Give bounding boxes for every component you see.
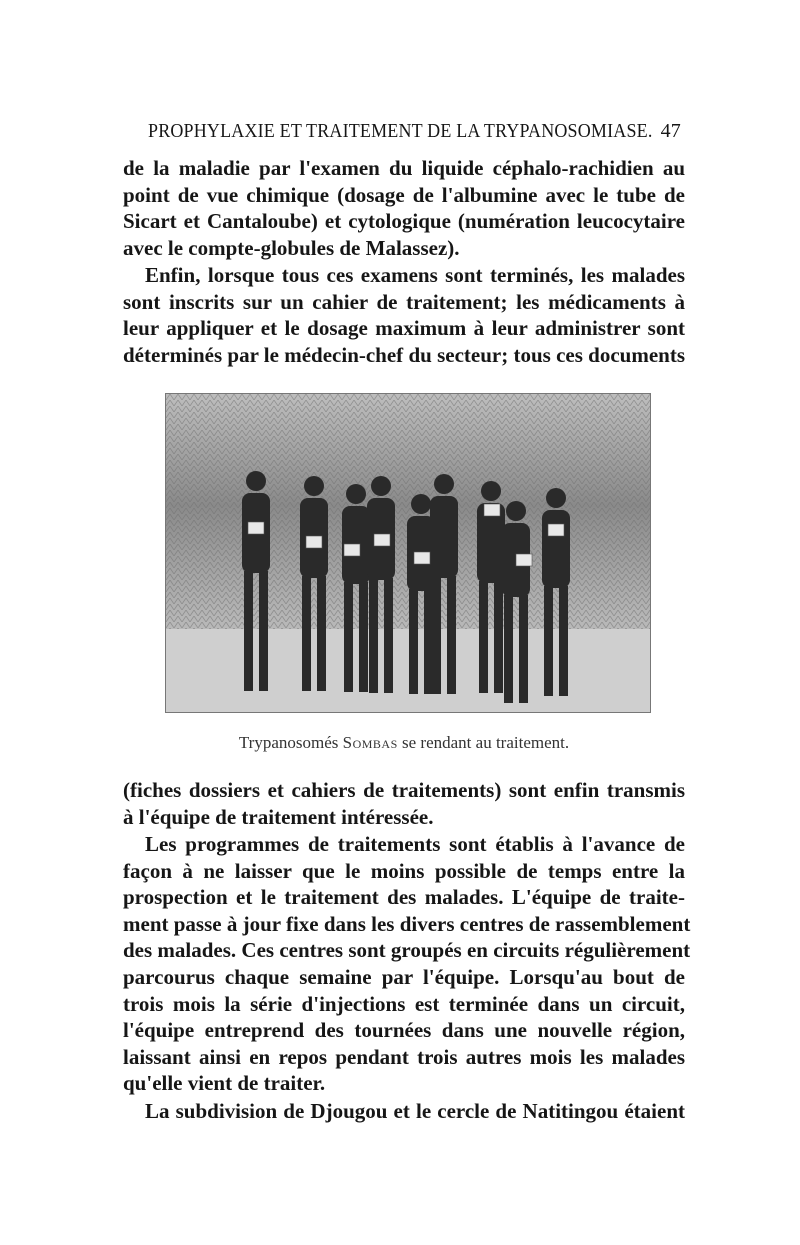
paragraph-5 [123,1098,685,1125]
text-line: de la maladie par l'examen du liquide céphalo-rachidien au [123,156,685,180]
paragraph-1 [123,155,685,261]
photograph [165,393,651,713]
text-line: parcourus chaque semaine par l'équipe. Lorsqu'au bout de [123,964,685,989]
caption-text: Trypanosomés [238,733,343,752]
caption-small-caps: Sombas [342,733,398,752]
header-title: PROPHYLAXIE ET TRAITEMENT DE LA TRYPANOSOMIASE. [148,120,653,142]
text-line: ment passe à jour fixe dans les divers centres de rassemblement [123,911,691,936]
text-line: Sicart et Cantaloube) et cytologique (numération leucocytaire [123,209,685,234]
text-line: (fiches dossiers et cahiers de traitements) sont enfin transmis [123,778,685,802]
text-line: La subdivision de Djougou et le cercle de Natitingou étaient [145,1099,685,1123]
text-line: des malades. Ces centres sont groupés en circuits régulièrement [123,938,691,963]
text-line: laissant ainsi en repos pendant trois autres mois les malades [123,1044,685,1069]
text-line: à l'équipe de traitement intéressée. [123,804,434,829]
paragraph-4 [123,831,691,1097]
text-line: façon à ne laisser que le moins possible de temps entre la [123,858,685,883]
text-line: l'équipe entreprend des tournées dans une nouvelle région, [123,1018,685,1043]
text-line: Enfin, lorsque tous ces examens sont terminés, les malades [145,263,685,287]
figure-caption [123,733,685,753]
text-line: point de vue chimique (dosage de l'albumine avec le tube de [123,182,685,207]
paragraph-2 [123,262,685,368]
text-line: prospection et le traitement des malades. L'équipe de traite- [123,885,685,910]
text-line: Les programmes de traitements sont établis à l'avance de [145,832,685,856]
text-line: trois mois la série d'injections est terminée dans un circuit, [123,991,685,1016]
text-line: sont inscrits sur un cahier de traitement; les médicaments à [123,289,685,314]
text-line: qu'elle vient de traiter. [123,1071,326,1096]
text-line: leur appliquer et le dosage maximum à leur administrer sont [123,316,685,341]
page-number: 47 [660,120,681,142]
text-line: avec le compte-globules de Malassez). [123,235,460,260]
text-line: déterminés par le médecin-chef du secteur; tous ces documents [123,342,685,367]
paragraph-3 [123,777,685,830]
caption-text-end: se rendant au traitement. [397,733,570,752]
